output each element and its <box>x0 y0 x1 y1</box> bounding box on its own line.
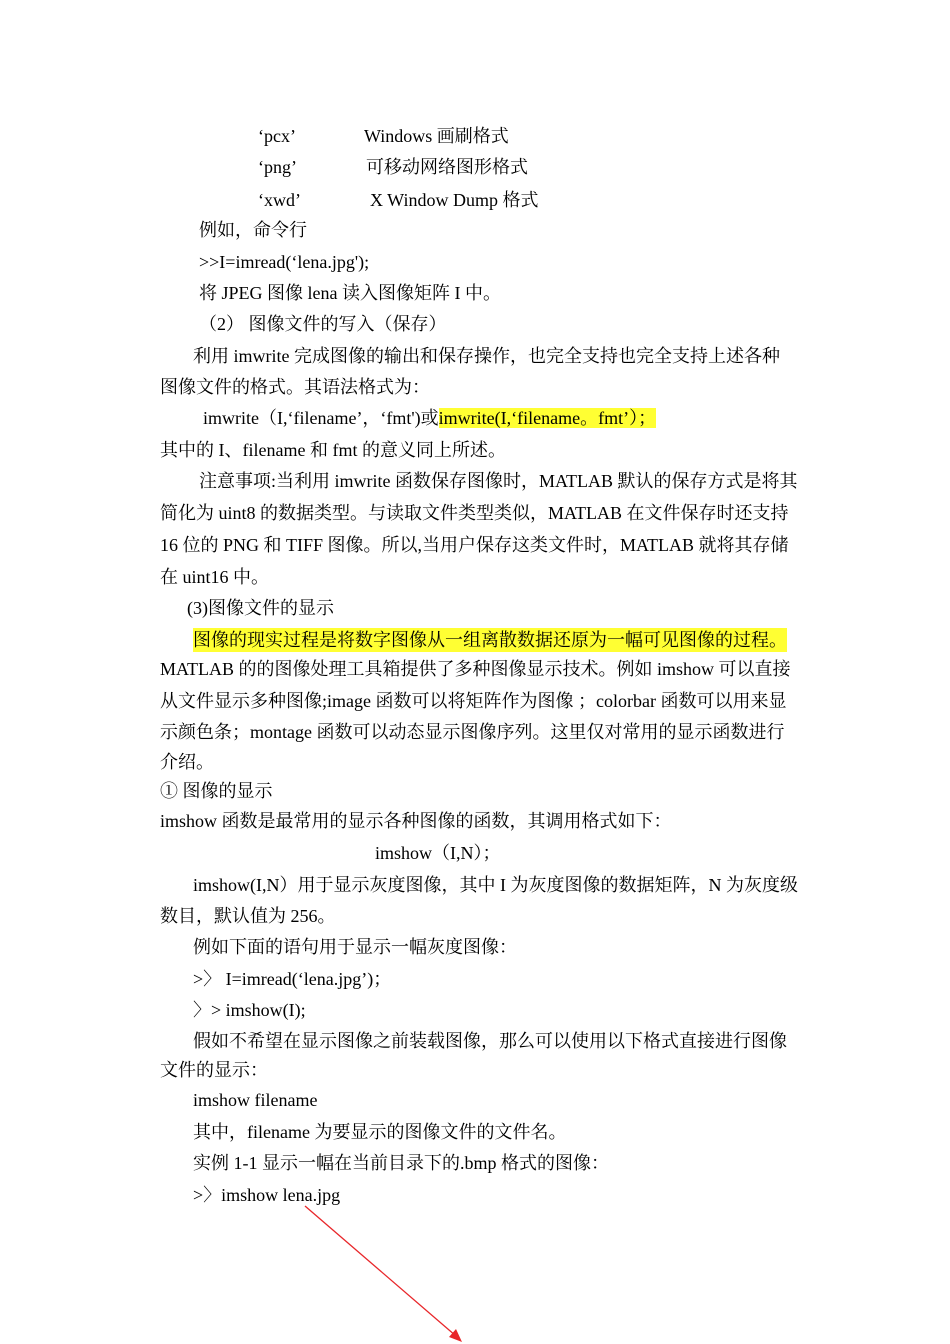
section-2-paragraph-line-2: 图像文件的格式。其语法格式为： <box>160 377 430 397</box>
section-2-meaning: 其中的 I、filename 和 fmt 的意义同上所述。 <box>160 440 506 460</box>
subsection-1-example-cmd-1: >〉 I=imread(‘lena.jpg’)； <box>193 969 392 989</box>
subsection-1-line-1: imshow 函数是最常用的显示各种图像的函数，其调用格式如下： <box>160 811 672 831</box>
subsection-1-example-cmd-2: 〉> imshow(I); <box>193 1000 306 1020</box>
section-3-line-2: MATLAB 的的图像处理工具箱提供了多种图像显示技术。例如 imshow 可以直接 <box>160 659 791 679</box>
example-command: >>I=imread(‘lena.jpg'); <box>199 252 370 272</box>
section-3-line-4: 示颜色条；montage 函数可以动态显示图像序列。这里仅对常用的显示函数进行 <box>160 722 785 742</box>
format-desc-pcx: Windows 画刷格式 <box>364 126 509 146</box>
subsection-1-syntax-2: imshow filename <box>193 1090 318 1110</box>
format-ext-pcx: ‘pcx’ <box>258 126 296 146</box>
syntax-highlighted: imwrite(I,‘filename。fmt’）； <box>438 408 657 428</box>
subsection-1-para-line-1: imshow(I,N）用于显示灰度图像，其中 I 为灰度图像的数据矩阵，N 为灰度级 <box>193 875 798 895</box>
section-3-title: (3)图像文件的显示 <box>187 598 334 618</box>
arrow-shaft <box>305 1206 456 1336</box>
note-line-2: 简化为 uint8 的数据类型。与读取文件类型类似，MATLAB 在文件保存时还支持 <box>160 503 789 523</box>
section-3-highlight-line: 图像的现实过程是将数字图像从一组离散数据还原为一幅可见图像的过程。 <box>193 630 787 650</box>
subsection-1-example-intro: 例如下面的语句用于显示一幅灰度图像： <box>193 937 517 957</box>
example-1-1-command: >〉imshow lena.jpg <box>193 1185 341 1205</box>
section-3-line-3: 从文件显示多种图像;image 函数可以将矩阵作为图像 ；colorbar 函数可以用来显 <box>160 691 787 711</box>
format-ext-png: ‘png’ <box>258 157 297 177</box>
subsection-1-filename-desc: 其中，filename 为要显示的图像文件的文件名。 <box>193 1122 567 1142</box>
section-2-paragraph-line-1: 利用 imwrite 完成图像的输出和保存操作，也完全支持也完全支持上述各种 <box>193 346 780 366</box>
example-description: 将 JPEG 图像 lena 读入图像矩阵 I 中。 <box>199 283 501 303</box>
subsection-1-para2-line-1: 假如不希望在显示图像之前装载图像，那么可以使用以下格式直接进行图像 <box>193 1031 787 1051</box>
format-ext-xwd: ‘xwd’ <box>258 190 301 210</box>
section-2-title: （2） 图像文件的写入（保存） <box>199 314 447 334</box>
example-intro: 例如，命令行 <box>199 220 307 240</box>
note-line-4: 在 uint16 中。 <box>160 567 270 587</box>
section-3-line-5: 介绍。 <box>160 752 214 772</box>
subsection-1-para-line-2: 数目，默认值为 256。 <box>160 906 336 926</box>
note-line-1: 注意事项:当利用 imwrite 函数保存图像时，MATLAB 默认的保存方式是将其 <box>199 471 798 491</box>
note-line-3: 16 位的 PNG 和 TIFF 图像。所以,当用户保存这类文件时，MATLAB 就将其存储 <box>160 535 789 555</box>
syntax-plain: imwrite（I,‘filename’，‘fmt')或 <box>203 408 439 428</box>
format-desc-xwd: X Window Dump 格式 <box>370 190 539 210</box>
format-desc-png: 可移动网络图形格式 <box>366 157 528 177</box>
example-1-1-intro: 实例 1-1 显示一幅在当前目录下的.bmp 格式的图像： <box>193 1153 609 1173</box>
subsection-1-para2-line-2: 文件的显示： <box>160 1060 268 1080</box>
subsection-1-syntax: imshow（I,N）； <box>375 843 501 863</box>
subsection-1-title: ① 图像的显示 <box>160 781 273 801</box>
